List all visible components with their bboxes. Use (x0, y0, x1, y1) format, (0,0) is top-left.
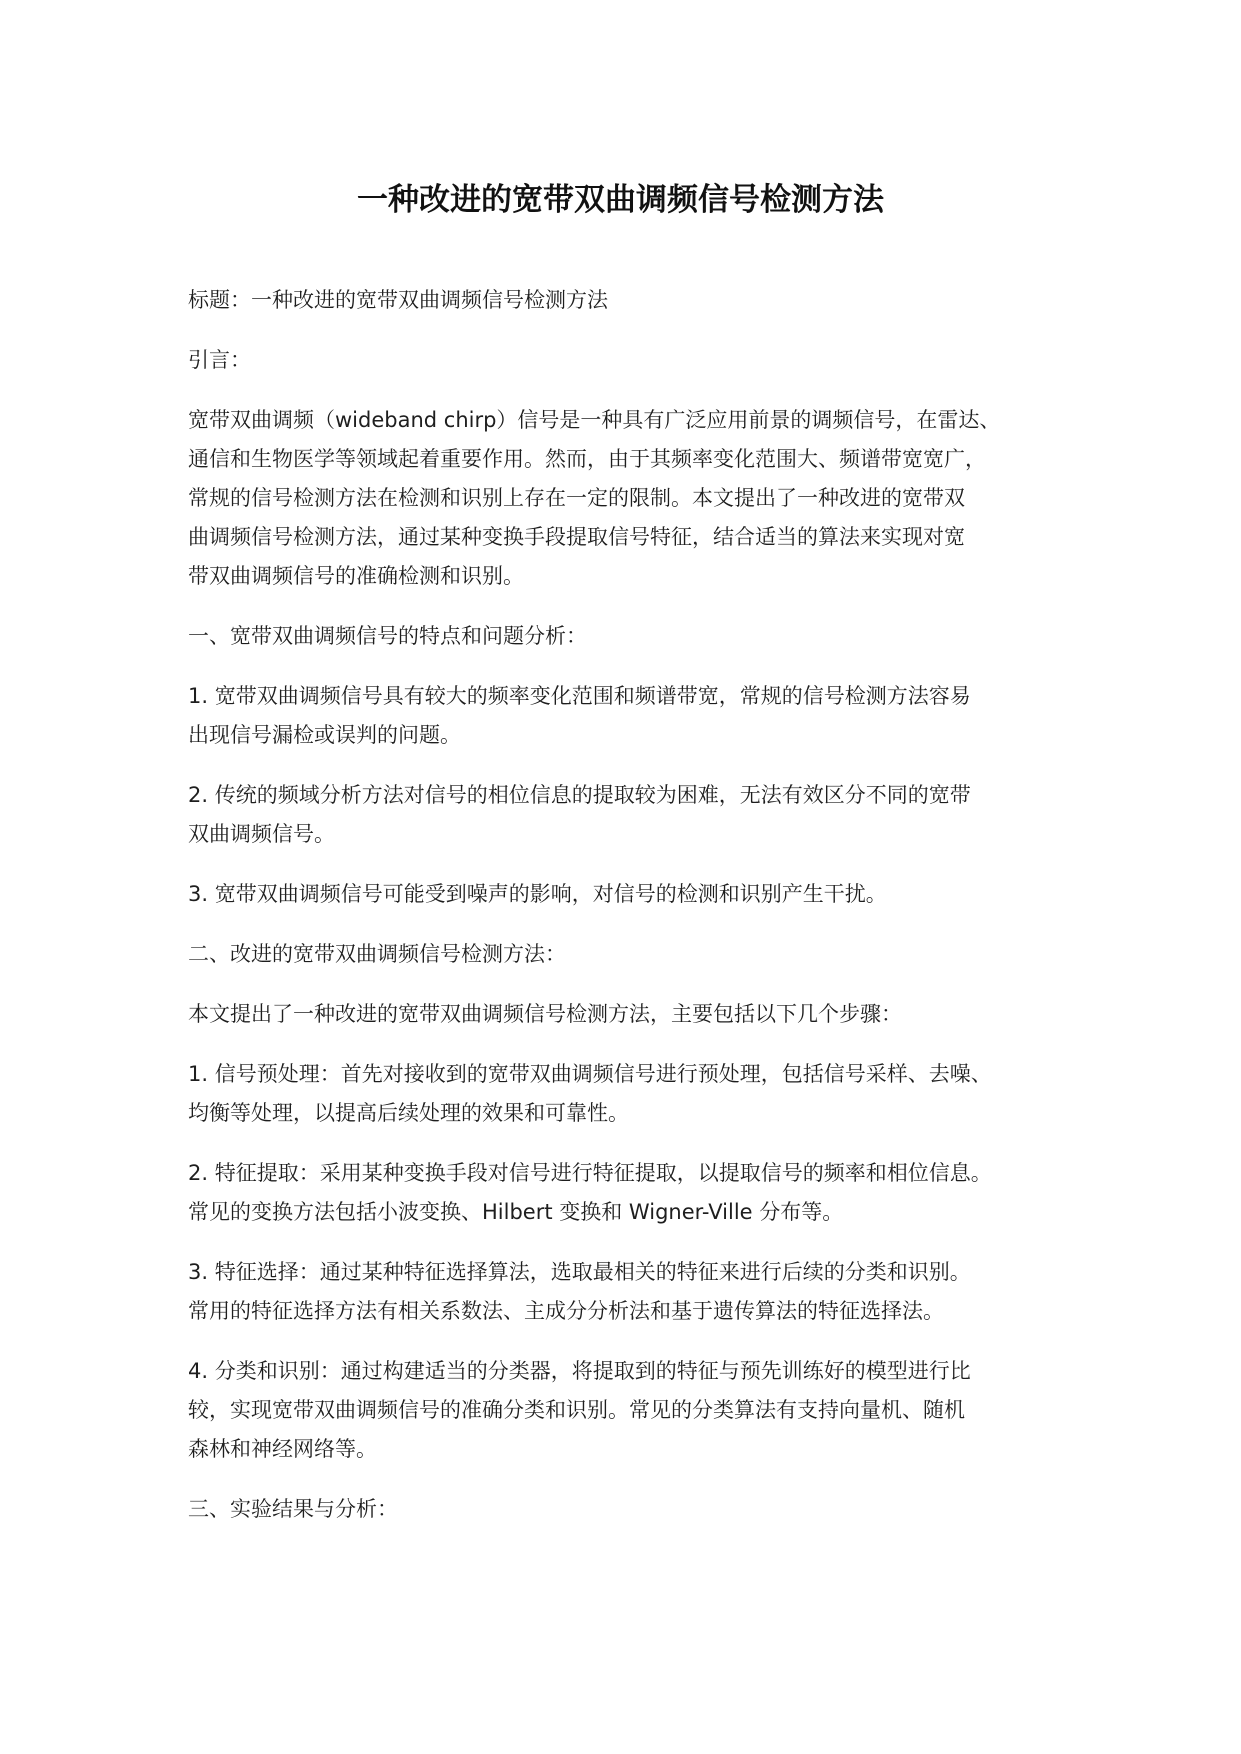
section-heading-3: 三、实验结果与分析： (188, 1497, 398, 1521)
paragraph-method-intro: 本文提出了一种改进的宽带双曲调频信号检测方法，主要包括以下几个步骤： (188, 1002, 902, 1026)
document-title: 一种改进的宽带双曲调频信号检测方法 (357, 182, 884, 218)
paragraph-intro-label: 引言： (188, 348, 251, 372)
list-item: 2. 特征提取：采用某种变换手段对信号进行特征提取，以提取信号的频率和相位信息。 常见的变换方法包括小波变换、Hilbert 变换和 Wigner-Ville 分布等。 (188, 1161, 992, 1224)
section-heading-1: 一、宽带双曲调频信号的特点和问题分析： (188, 624, 587, 648)
list-item: 3. 宽带双曲调频信号可能受到噪声的影响，对信号的检测和识别产生干扰。 (188, 882, 887, 906)
list-item: 1. 信号预处理：首先对接收到的宽带双曲调频信号进行预处理，包括信号采样、去噪、 均衡等处理，以提高后续处理的效果和可靠性。 (188, 1062, 992, 1125)
list-item: 4. 分类和识别：通过构建适当的分类器，将提取到的特征与预先训练好的模型进行比 较，实现宽带双曲调频信号的准确分类和识别。常见的分类算法有支持向量机、随机 森林和神经网络等。 (188, 1359, 971, 1461)
section-heading-2: 二、改进的宽带双曲调频信号检测方法： (188, 942, 566, 966)
document-body (188, 281, 1073, 1550)
list-item: 2. 传统的频域分析方法对信号的相位信息的提取较为困难，无法有效区分不同的宽带 双曲调频信号。 (188, 783, 971, 846)
list-item: 1. 宽带双曲调频信号具有较大的频率变化范围和频谱带宽，常规的信号检测方法容易 出现信号漏检或误判的问题。 (188, 684, 971, 747)
paragraph-heading-label: 标题：一种改进的宽带双曲调频信号检测方法 (188, 288, 608, 312)
paragraph-intro-text: 宽带双曲调频（wideband chirp）信号是一种具有广泛应用前景的调频信号，在雷达、 通信和生物医学等领域起着重要作用。然而，由于其频率变化范围大、频谱带宽宽广， 常规的信号检测方法在检测和识别上存在一定的限制。本文提出了一种改进的宽带双 曲调频信号检测方法，通过某种变换手段提取信号特征，结合适当的算法来实现对宽 带双曲调频信号的准确检测和识别。 (188, 408, 1001, 588)
list-item: 3. 特征选择：通过某种特征选择算法，选取最相关的特征来进行后续的分类和识别。 常用的特征选择方法有相关系数法、主成分分析法和基于遗传算法的特征选择法。 (188, 1260, 971, 1323)
